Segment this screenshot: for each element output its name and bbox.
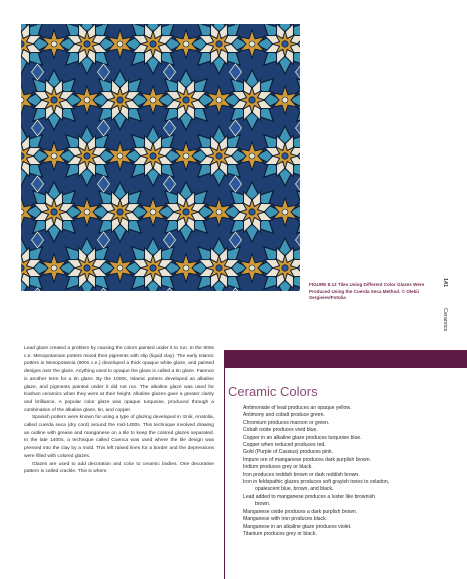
list-item: Iron in feldspathic glazes produces soft grayish tones to celadon,: [243, 479, 390, 486]
tile-gap-dot: [183, 153, 189, 159]
tile-gap-dot: [51, 153, 57, 159]
list-item: Impure ore of manganese produces dark purplish brown.: [243, 456, 371, 463]
page-number: 141: [442, 278, 448, 288]
tile-center-dot: [249, 209, 255, 215]
tile-center-dot: [150, 265, 156, 271]
list-item: Copper when reduced produces red.: [243, 442, 326, 449]
tile-gap-dot: [282, 97, 288, 103]
tile-center-dot: [84, 153, 90, 159]
tile-gap-dot: [150, 97, 156, 103]
list-item: Iridium produces grey or black.: [243, 464, 313, 471]
list-item: Titanium produces grey or black.: [243, 530, 317, 537]
tile-gap-dot: [117, 265, 123, 271]
ceramic-colors-list: [243, 405, 458, 538]
tile-gap-dot: [150, 209, 156, 215]
tile-gap-dot: [84, 209, 90, 215]
tile-center-dot: [84, 41, 90, 47]
section-name: Ceramics: [442, 308, 448, 332]
list-item: Lead added to manganese produces a luster like brownish: [243, 493, 375, 500]
tile-gap-dot: [249, 41, 255, 47]
tile-center-dot: [51, 97, 57, 103]
tile-center-dot: [282, 41, 288, 47]
list-item: Manganese oxide produces a dark purplish brown.: [243, 508, 358, 515]
list-item: Antimony and cobalt produce green.: [243, 412, 325, 419]
tile-center-dot: [21, 265, 24, 271]
body-paragraph-1: Lead glaze created a problem by causing the colors painted under it to run. In the 900s c.e. Mesopotamian potters mixed their pigments with slip (liquid clay). The early Islamic potters in Mesopotamia (900s c.e.) developed a thick opaque white glaze, and painted designs over the glaze. Anything used to opaque the glaze is called a tin glaze. Faience is another term for a tin glaze. By the 1000s, Islamic potters developed an alkaline glaze, and pigments painted under it did not run. The alkaline glaze was used for Kashan ceramics when they were at their height. Alkaline glazes gave a greater clarity and brilliance. A popular color glaze was opaque turquoise, produced through a combination of the alkaline glaze, tin, and copper.: [24, 346, 214, 413]
tile-center-dot: [282, 153, 288, 159]
tile-center-dot: [183, 97, 189, 103]
tile-gap-dot: [51, 265, 57, 271]
tile-gap-dot: [216, 97, 222, 103]
tile-center-dot: [21, 153, 24, 159]
tile-gap-dot: [183, 265, 189, 271]
tile-center-dot: [216, 265, 222, 271]
list-item: Iron produces reddish brown or dark reddish brown.: [243, 471, 360, 478]
sidebar-left-rule: [224, 350, 225, 579]
tile-center-dot: [249, 97, 255, 103]
tile-center-dot: [21, 41, 24, 47]
sidebar-title: Ceramic Colors: [228, 384, 318, 399]
tile-center-dot: [117, 209, 123, 215]
list-item: Manganese with iron produces black.: [243, 516, 328, 523]
tile-gap-dot: [249, 153, 255, 159]
tile-center-dot: [150, 41, 156, 47]
tile-center-dot: [183, 209, 189, 215]
list-item-continued: brown.: [255, 501, 271, 508]
tile-center-dot: [84, 265, 90, 271]
tile-gap-dot: [84, 97, 90, 103]
figure-caption: [309, 282, 429, 302]
page-side-tab: [441, 278, 457, 340]
tile-gap-dot: [51, 41, 57, 47]
list-item: Copper in an alkaline glaze produces turquoise blue.: [243, 434, 362, 441]
figure-title: Tiles Using Different Color Glazes Were Produced Using the Cuerda Seca Method.: [309, 282, 425, 294]
body-text: [24, 345, 214, 476]
tile-gap-dot: [117, 153, 123, 159]
list-item: Gold (Purple of Cassius) produces pink.: [243, 449, 334, 456]
figure-label: FIGURE 8.13: [309, 282, 337, 287]
list-item-continued: opalescent blue, brown, and black.: [255, 486, 334, 493]
tile-gap-dot: [282, 209, 288, 215]
tile-gap-dot: [117, 41, 123, 47]
body-paragraph-2: Spanish potters were known for using a type of glazing developed in Iznik, Anatolia, called cuerda seca (dry cord) around the mid-1400s. This technique involved drawing an outline with grease and manganese on a tile to keep the colored glazes separated. In the late 1400s, a technique called Cuenca was used where the tile design was pressed into the clay by a mold. This left raised lines for a border and the depressions were filled with colored glazes.: [24, 415, 214, 459]
tile-gap-dot: [249, 265, 255, 271]
figure-credit: © Olekii Sergieiev/Fotolia: [309, 288, 419, 301]
tile-center-dot: [51, 209, 57, 215]
tile-gap-dot: [183, 41, 189, 47]
tile-center-dot: [282, 265, 288, 271]
tile-center-dot: [216, 41, 222, 47]
tile-center-dot: [117, 97, 123, 103]
tile-center-dot: [150, 153, 156, 159]
list-item: Chromium produces maroon or green.: [243, 419, 330, 426]
tile-pattern-image: [21, 24, 300, 291]
list-item: Cobalt oxide produces vivid blue.: [243, 427, 318, 434]
body-paragraph-3: Glazes are used to add decoration and color to ceramic bodies. One decorative pattern is called crackle. This is where: [24, 461, 214, 475]
sidebar-header-bar: [224, 350, 467, 368]
tile-gap-dot: [216, 209, 222, 215]
list-item: Antimoniate of lead produces an opaque yellow.: [243, 405, 352, 411]
tile-center-dot: [216, 153, 222, 159]
list-item: Manganese in an alkaline glaze produces violet.: [243, 523, 352, 530]
tile-photo: [21, 24, 300, 291]
